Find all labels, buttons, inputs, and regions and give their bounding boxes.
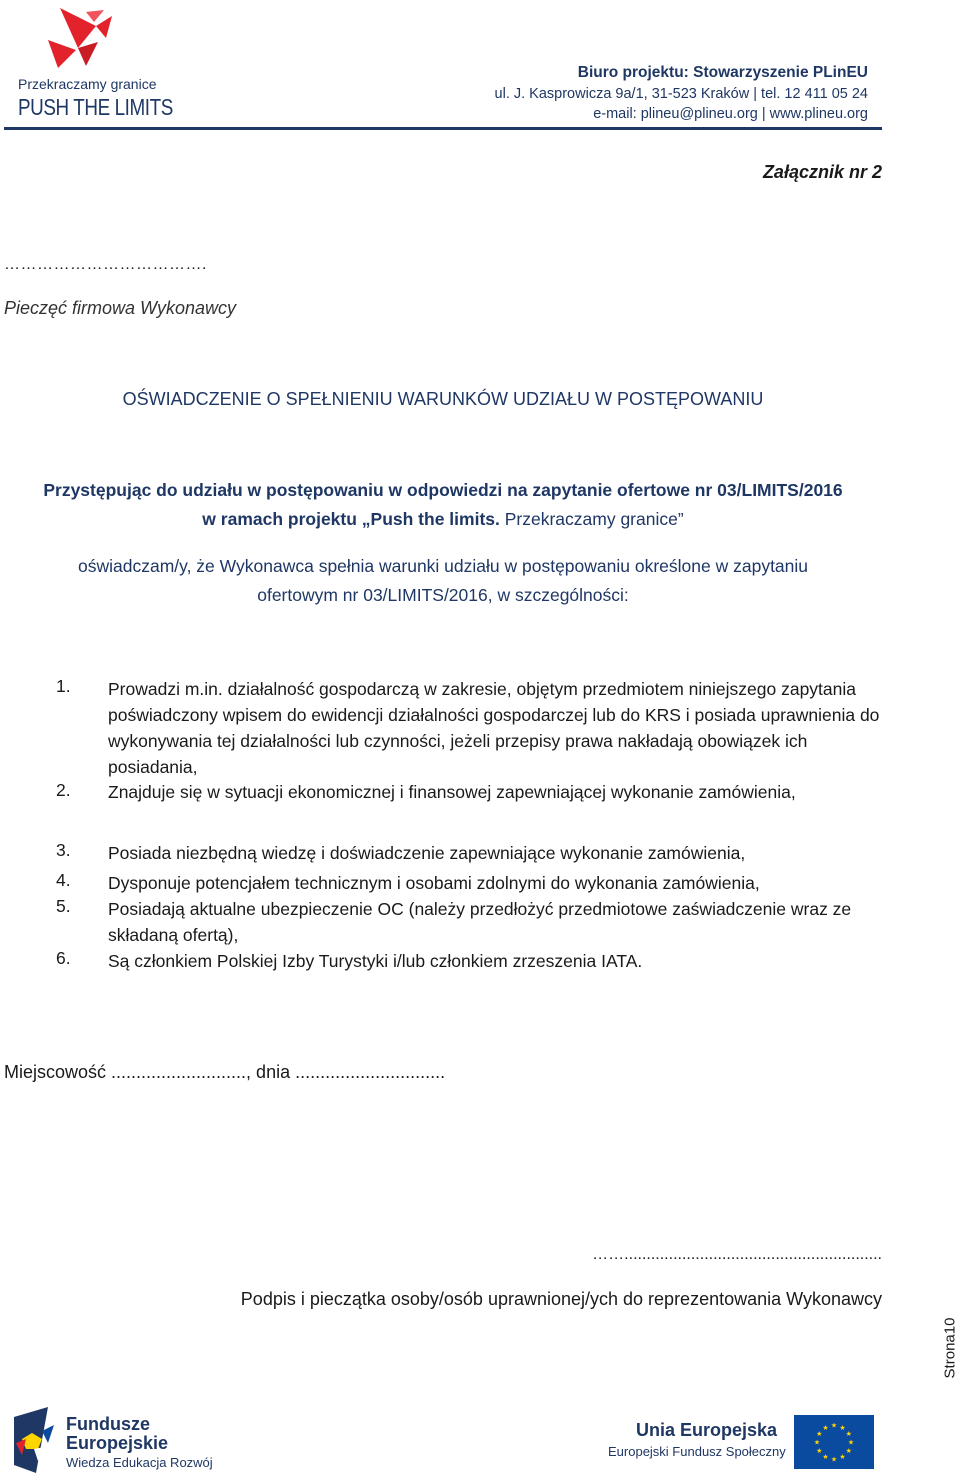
fe-star-icon [12, 1403, 56, 1475]
fe-label-1: Fundusze [66, 1414, 150, 1434]
signature-label: Podpis i pieczątka osoby/osób uprawnionej/ych do reprezentowania Wykonawcy [240, 1289, 882, 1309]
condition-text: Są członkiem Polskiej Izby Turystyki i/lub członkiem zrzeszenia IATA. [108, 951, 643, 971]
office-contact: e-mail: plineu@plineu.org | www.plineu.org [593, 106, 868, 122]
office-title: Biuro projektu: Stowarzyszenie PLinEU [577, 64, 868, 81]
eu-label-1: Unia Europejska [636, 1420, 778, 1440]
eu-star-icon: ★ [839, 1424, 846, 1432]
intro-line-2 [0, 509, 886, 530]
logo-triangles-icon [14, 4, 154, 78]
eu-star-icon: ★ [845, 1431, 852, 1438]
stamp-dots: ………………………………. [4, 256, 207, 273]
declaration-line-1: oświadczam/y, że Wykonawca spełnia warunki udziału w postępowaniu określone w zapytaniu [77, 556, 809, 576]
annex-label: Załącznik nr 2 [762, 162, 882, 182]
stamp-label: Pieczęć firmowa Wykonawcy [4, 298, 237, 318]
office-address: ul. J. Kasprowicza 9a/1, 31-523 Kraków | tel. 12 411 05 24 [494, 86, 868, 102]
place-date-field: Miejscowość ..........................., dnia .............................. [4, 1062, 446, 1082]
condition-number: 1. [56, 676, 71, 696]
eu-star-icon: ★ [847, 1439, 855, 1447]
eu-flag-icon [794, 1415, 874, 1469]
condition-number: 3. [56, 840, 71, 860]
declaration-line-2: ofertowym nr 03/LIMITS/2016, w szczególności: [257, 585, 629, 605]
eu-star-icon: ★ [845, 1448, 852, 1455]
eu-star-icon: ★ [822, 1424, 829, 1432]
eu-label-2: Europejski Fundusz Społeczny [608, 1444, 786, 1459]
logo-subtitle: Przekraczamy granice [18, 76, 157, 92]
eu-flag-graphic [794, 1415, 874, 1469]
condition-text: Znajduje się w sytuacji ekonomicznej i finansowej zapewniającej wykonanie zamówienia, [108, 782, 796, 802]
intro-line-2-bold: w ramach projektu „Push the limits. [202, 509, 500, 529]
page-number [938, 1312, 960, 1384]
logo-title: PUSH THE LIMITS [18, 94, 173, 120]
condition-text: Posiada niezbędną wiedzę i doświadczenie zapewniające wykonanie zamówienia, [108, 843, 746, 863]
condition-text: Dysponuje potencjałem technicznym i osobami zdolnymi do wykonania zamówienia, [108, 873, 760, 893]
eu-star-icon: ★ [830, 1456, 838, 1464]
intro-line-2-rest: Przekraczamy granice” [499, 509, 684, 529]
condition-text: Posiadają aktualne ubezpieczenie OC (należy przedłożyć przedmiotowe zaświadczenie wraz ze składaną ofertą), [108, 899, 852, 945]
fe-label-3: Wiedza Edukacja Rozwój [66, 1455, 213, 1470]
condition-number: 5. [56, 896, 71, 916]
eu-star-icon: ★ [813, 1439, 821, 1447]
eu-star-icon: ★ [822, 1454, 829, 1462]
condition-number: 4. [56, 870, 71, 890]
header-divider [4, 127, 882, 130]
fundusze-europejskie-logo [12, 1403, 56, 1475]
condition-number: 2. [56, 780, 71, 800]
page-number-text: Strona10 [941, 1317, 959, 1379]
document-title: OŚWIADCZENIE O SPEŁNIENIU WARUNKÓW UDZIAŁU W POSTĘPOWANIU [122, 389, 764, 409]
condition-text: Prowadzi m.in. działalność gospodarczą w zakresie, objętym przedmiotem niniejszego zapytania poświadczony wpisem do ewidencji działalności gospodarczej lub do KRS i posiada uprawnienia do wykonywania tej działalności lub czynności, jeżeli przepisy prawa nakładają obowiązek ich posiadania, [108, 679, 880, 777]
signature-dots: …….......................................................... [592, 1246, 882, 1263]
eu-star-icon: ★ [816, 1431, 823, 1438]
eu-star-icon: ★ [830, 1422, 838, 1430]
eu-star-icon: ★ [839, 1454, 846, 1462]
fe-label-2: Europejskie [66, 1433, 169, 1453]
condition-number: 6. [56, 948, 71, 968]
eu-star-icon: ★ [816, 1448, 823, 1455]
intro-line-1: Przystępując do udziału w postępowaniu w odpowiedzi na zapytanie ofertowe nr 03/LIMITS/2016 [43, 480, 843, 500]
